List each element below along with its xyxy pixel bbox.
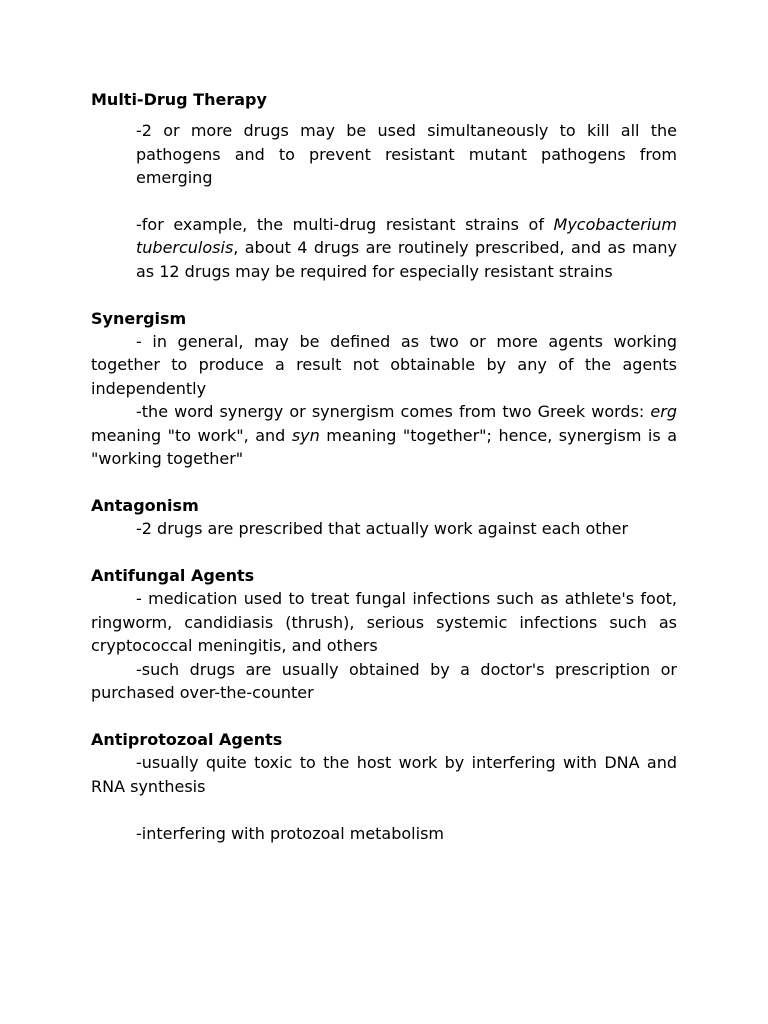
- antiprotozoal-paragraph-1: -usually quite toxic to the host work by interfering with DNA and RNA synthesis: [91, 753, 677, 796]
- section-antiprotozoal-agents: [91, 728, 677, 845]
- synergism-paragraph-1: - in general, may be defined as two or more agents working together to produce a result not obtainable by any of the agents independently: [91, 332, 677, 398]
- heading-synergism: Synergism: [91, 308, 187, 328]
- antifungal-paragraph-2: -such drugs are usually obtained by a doctor's prescription or purchased over-the-counter: [91, 659, 677, 703]
- antiprotozoal-paragraph-2: -interfering with protozoal metabolism: [136, 823, 444, 843]
- mdt-p2-species: Mycobacterium tuberculosis: [136, 215, 677, 258]
- document-body: [91, 88, 677, 845]
- heading-antagonism: Antagonism: [91, 495, 199, 515]
- section-synergism: [91, 307, 677, 471]
- synergism-paragraph-2: [91, 400, 677, 470]
- antagonism-paragraph-1: -2 drugs are prescribed that actually work against each other: [136, 519, 629, 539]
- synergism-p2-text-b: meaning "to work", and: [91, 425, 292, 445]
- mdt-p2-text-a: -for example, the multi-drug resistant strains of: [136, 215, 554, 235]
- synergism-p2-syn: syn: [291, 425, 320, 445]
- antifungal-paragraph-1: - medication used to treat fungal infections such as athlete's foot, ringworm, candidiasis (thrush), serious systemic infections such as cryptococcal meningitis, and others: [91, 589, 677, 656]
- heading-antifungal-agents: Antifungal Agents: [91, 566, 255, 586]
- synergism-p2-text-a: -the word synergy or synergism comes from two Greek words:: [136, 402, 651, 422]
- synergism-p2-erg: erg: [650, 402, 677, 422]
- heading-antiprotozoal-agents: Antiprotozoal Agents: [91, 729, 283, 749]
- mdt-p2-text-b: , about 4 drugs are routinely prescribed, and as many as 12 drugs may be required for especially resistant strains: [136, 238, 677, 281]
- section-antifungal-agents: [91, 564, 677, 704]
- heading-multi-drug-therapy: Multi-Drug Therapy: [91, 90, 267, 109]
- synergism-p2-text-c: meaning "together"; hence, synergism is a "working together": [91, 425, 678, 469]
- section-multi-drug-therapy: [91, 88, 677, 283]
- mdt-paragraph-1: -2 or more drugs may be used simultaneously to kill all the pathogens and to prevent resistant mutant pathogens from emerging: [136, 121, 677, 188]
- section-antagonism: [91, 494, 677, 541]
- mdt-paragraph-2: [136, 213, 677, 283]
